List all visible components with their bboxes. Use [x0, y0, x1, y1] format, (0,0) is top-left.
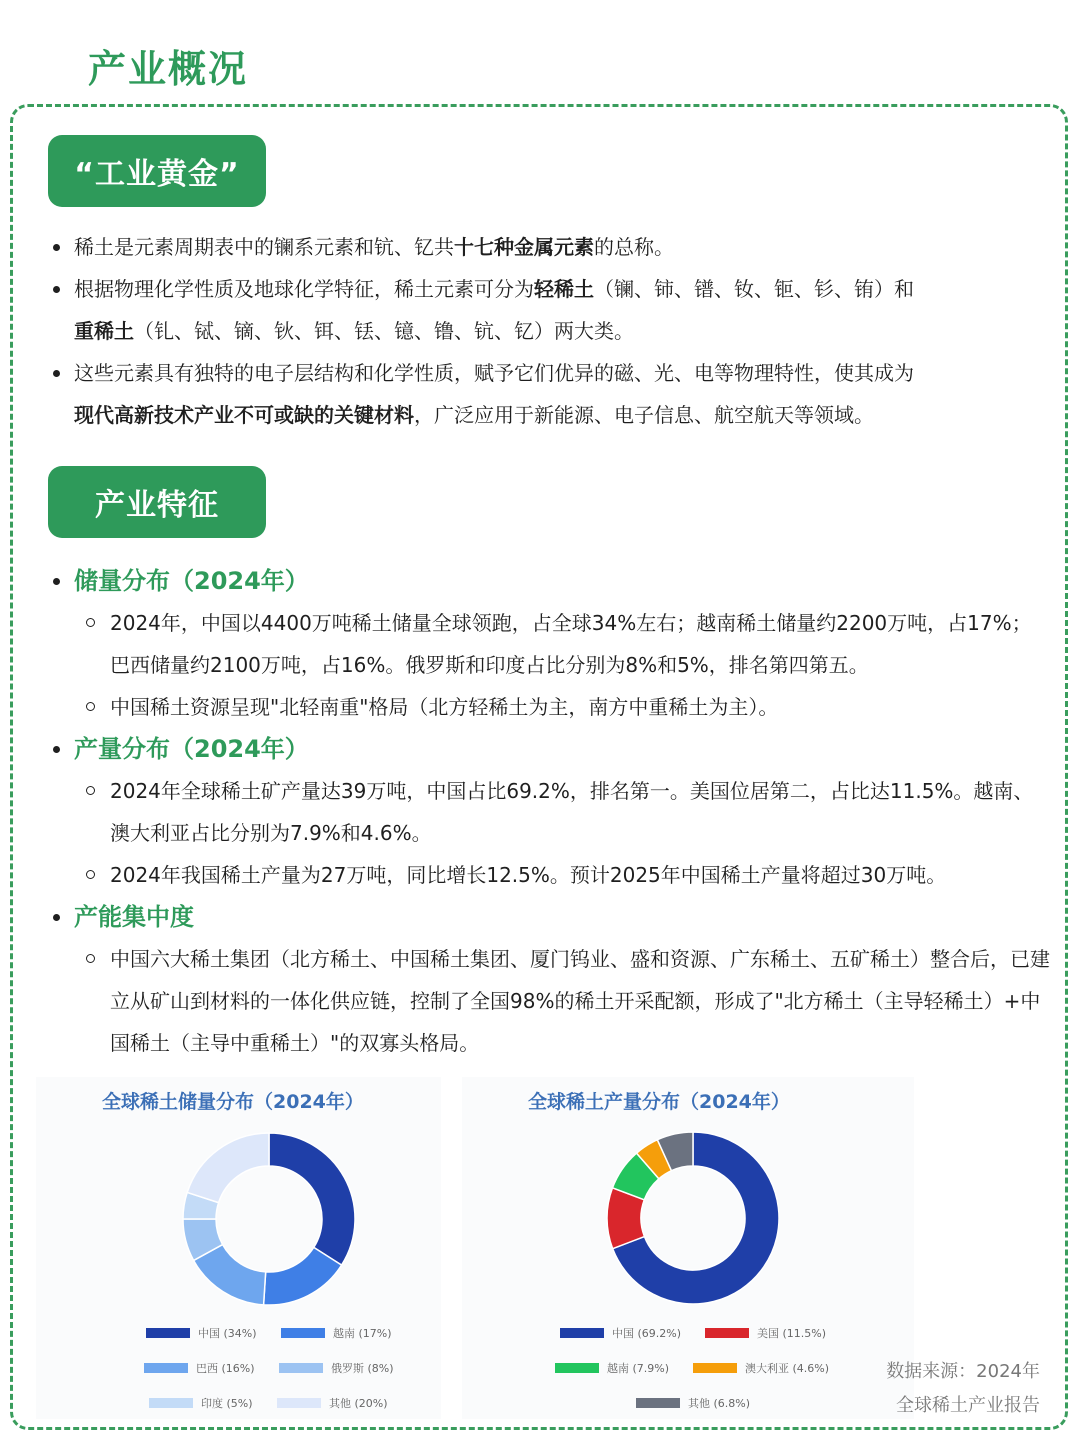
bullet-text: ，广泛应用于新能源、电子信息、航空航天等领域。 — [414, 403, 874, 427]
page-title: 产业概况 — [88, 47, 249, 91]
sub-bullet: 2024年，中国以4400万吨稀土储量全球领跑，占全球34%左右；越南稀土储量约2200万吨，占17%；巴西储量约2100万吨，占16%。俄罗斯和印度占比分别为8%和5%，排名第四第五。 — [74, 602, 1050, 686]
legend-label: 巴西 (16%) — [196, 1362, 255, 1375]
legend-label: 印度 (5%) — [201, 1397, 253, 1410]
legend-label: 俄罗斯 (8%) — [331, 1362, 394, 1375]
section-pill-features: 产业特征 — [48, 466, 266, 538]
feature-heading: 产能集中度 — [74, 903, 194, 931]
feature-production — [48, 728, 1050, 896]
bullet-bold: 轻稀土 — [534, 277, 594, 301]
chart-title: 全球稀土产量分布（2024年） — [528, 1091, 790, 1113]
bullet-text: 的总称。 — [594, 235, 674, 259]
feature-heading: 产量分布（2024年） — [74, 735, 309, 763]
legend-swatch — [277, 1398, 321, 1408]
legend-swatch — [555, 1363, 599, 1373]
legend-label: 中国 (34%) — [198, 1327, 257, 1340]
bullet-definition — [48, 226, 1050, 268]
legend-swatch — [279, 1363, 323, 1373]
sub-bullet: 中国六大稀土集团（北方稀土、中国稀土集团、厦门钨业、盛和资源、广东稀土、五矿稀土）整合后，已建立从矿山到材料的一体化供应链，控制了全国98%的稀土开采配额，形成了"北方稀土（主导轻稀土）+中国稀土（主导中重稀土）"的双寡头格局。 — [74, 938, 1050, 1064]
production-chart-panel — [462, 1077, 914, 1419]
features-bullets — [48, 560, 1050, 1064]
legend-label: 其他 (20%) — [329, 1397, 388, 1410]
bullet-text: （钆、铽、镝、钬、铒、铥、镱、镥、钪、钇）两大类。 — [134, 319, 634, 343]
donut-slice — [269, 1133, 355, 1265]
donut-slice — [187, 1133, 269, 1203]
bullet-text: （镧、铈、镨、钕、钷、钐、铕）和 — [594, 277, 914, 301]
legend-swatch — [281, 1328, 325, 1338]
source-line: 全球稀土产业报告 — [896, 1395, 1040, 1416]
legend-label: 澳大利亚 (4.6%) — [745, 1362, 830, 1375]
bullet-bold: 现代高新技术产业不可或缺的关键材料 — [74, 403, 414, 427]
chart-title: 全球稀土储量分布（2024年） — [102, 1091, 364, 1113]
legend-swatch — [560, 1328, 604, 1338]
bullet-text: 这些元素具有独特的电子层结构和化学性质，赋予它们优异的磁、光、电等物理特性，使其成为 — [74, 361, 914, 385]
section-pill-gold: “工业黄金” — [48, 135, 266, 207]
bullet-classification — [48, 268, 1050, 352]
legend-swatch — [144, 1363, 188, 1373]
sub-bullet: 中国稀土资源呈现"北轻南重"格局（北方轻稀土为主，南方中重稀土为主）。 — [74, 686, 1050, 728]
legend-swatch — [149, 1398, 193, 1408]
legend-swatch — [705, 1328, 749, 1338]
legend-swatch — [636, 1398, 680, 1408]
sub-bullet: 2024年我国稀土产量为27万吨，同比增长12.5%。预计2025年中国稀土产量将超过30万吨。 — [74, 854, 1050, 896]
feature-heading: 储量分布（2024年） — [74, 567, 309, 595]
bullet-properties — [48, 352, 1050, 436]
legend-swatch — [146, 1328, 190, 1338]
data-source-note — [886, 1355, 1040, 1423]
reserves-chart-panel — [36, 1077, 441, 1419]
legend-swatch — [693, 1363, 737, 1373]
gold-bullets — [48, 226, 1050, 436]
bullet-bold: 重稀土 — [74, 319, 134, 343]
legend-label: 中国 (69.2%) — [612, 1327, 682, 1340]
sub-bullet: 2024年全球稀土矿产量达39万吨，中国占比69.2%，排名第一。美国位居第二，占比达11.5%。越南、澳大利亚占比分别为7.9%和4.6%。 — [74, 770, 1050, 854]
legend-label: 越南 (7.9%) — [607, 1362, 670, 1375]
production-donut-chart — [462, 1077, 914, 1419]
bullet-bold: 十七种金属元素 — [454, 235, 594, 259]
reserves-donut-chart — [36, 1077, 441, 1419]
bullet-text: 根据物理化学性质及地球化学特征，稀土元素可分为 — [74, 277, 534, 301]
legend-label: 美国 (11.5%) — [757, 1327, 827, 1340]
bullet-text: 稀土是元素周期表中的镧系元素和钪、钇共 — [74, 235, 454, 259]
source-line: 数据来源：2024年 — [886, 1361, 1040, 1382]
legend-label: 其他 (6.8%) — [688, 1397, 751, 1410]
legend-label: 越南 (17%) — [333, 1327, 392, 1340]
feature-concentration — [48, 896, 1050, 1064]
feature-reserves — [48, 560, 1050, 728]
